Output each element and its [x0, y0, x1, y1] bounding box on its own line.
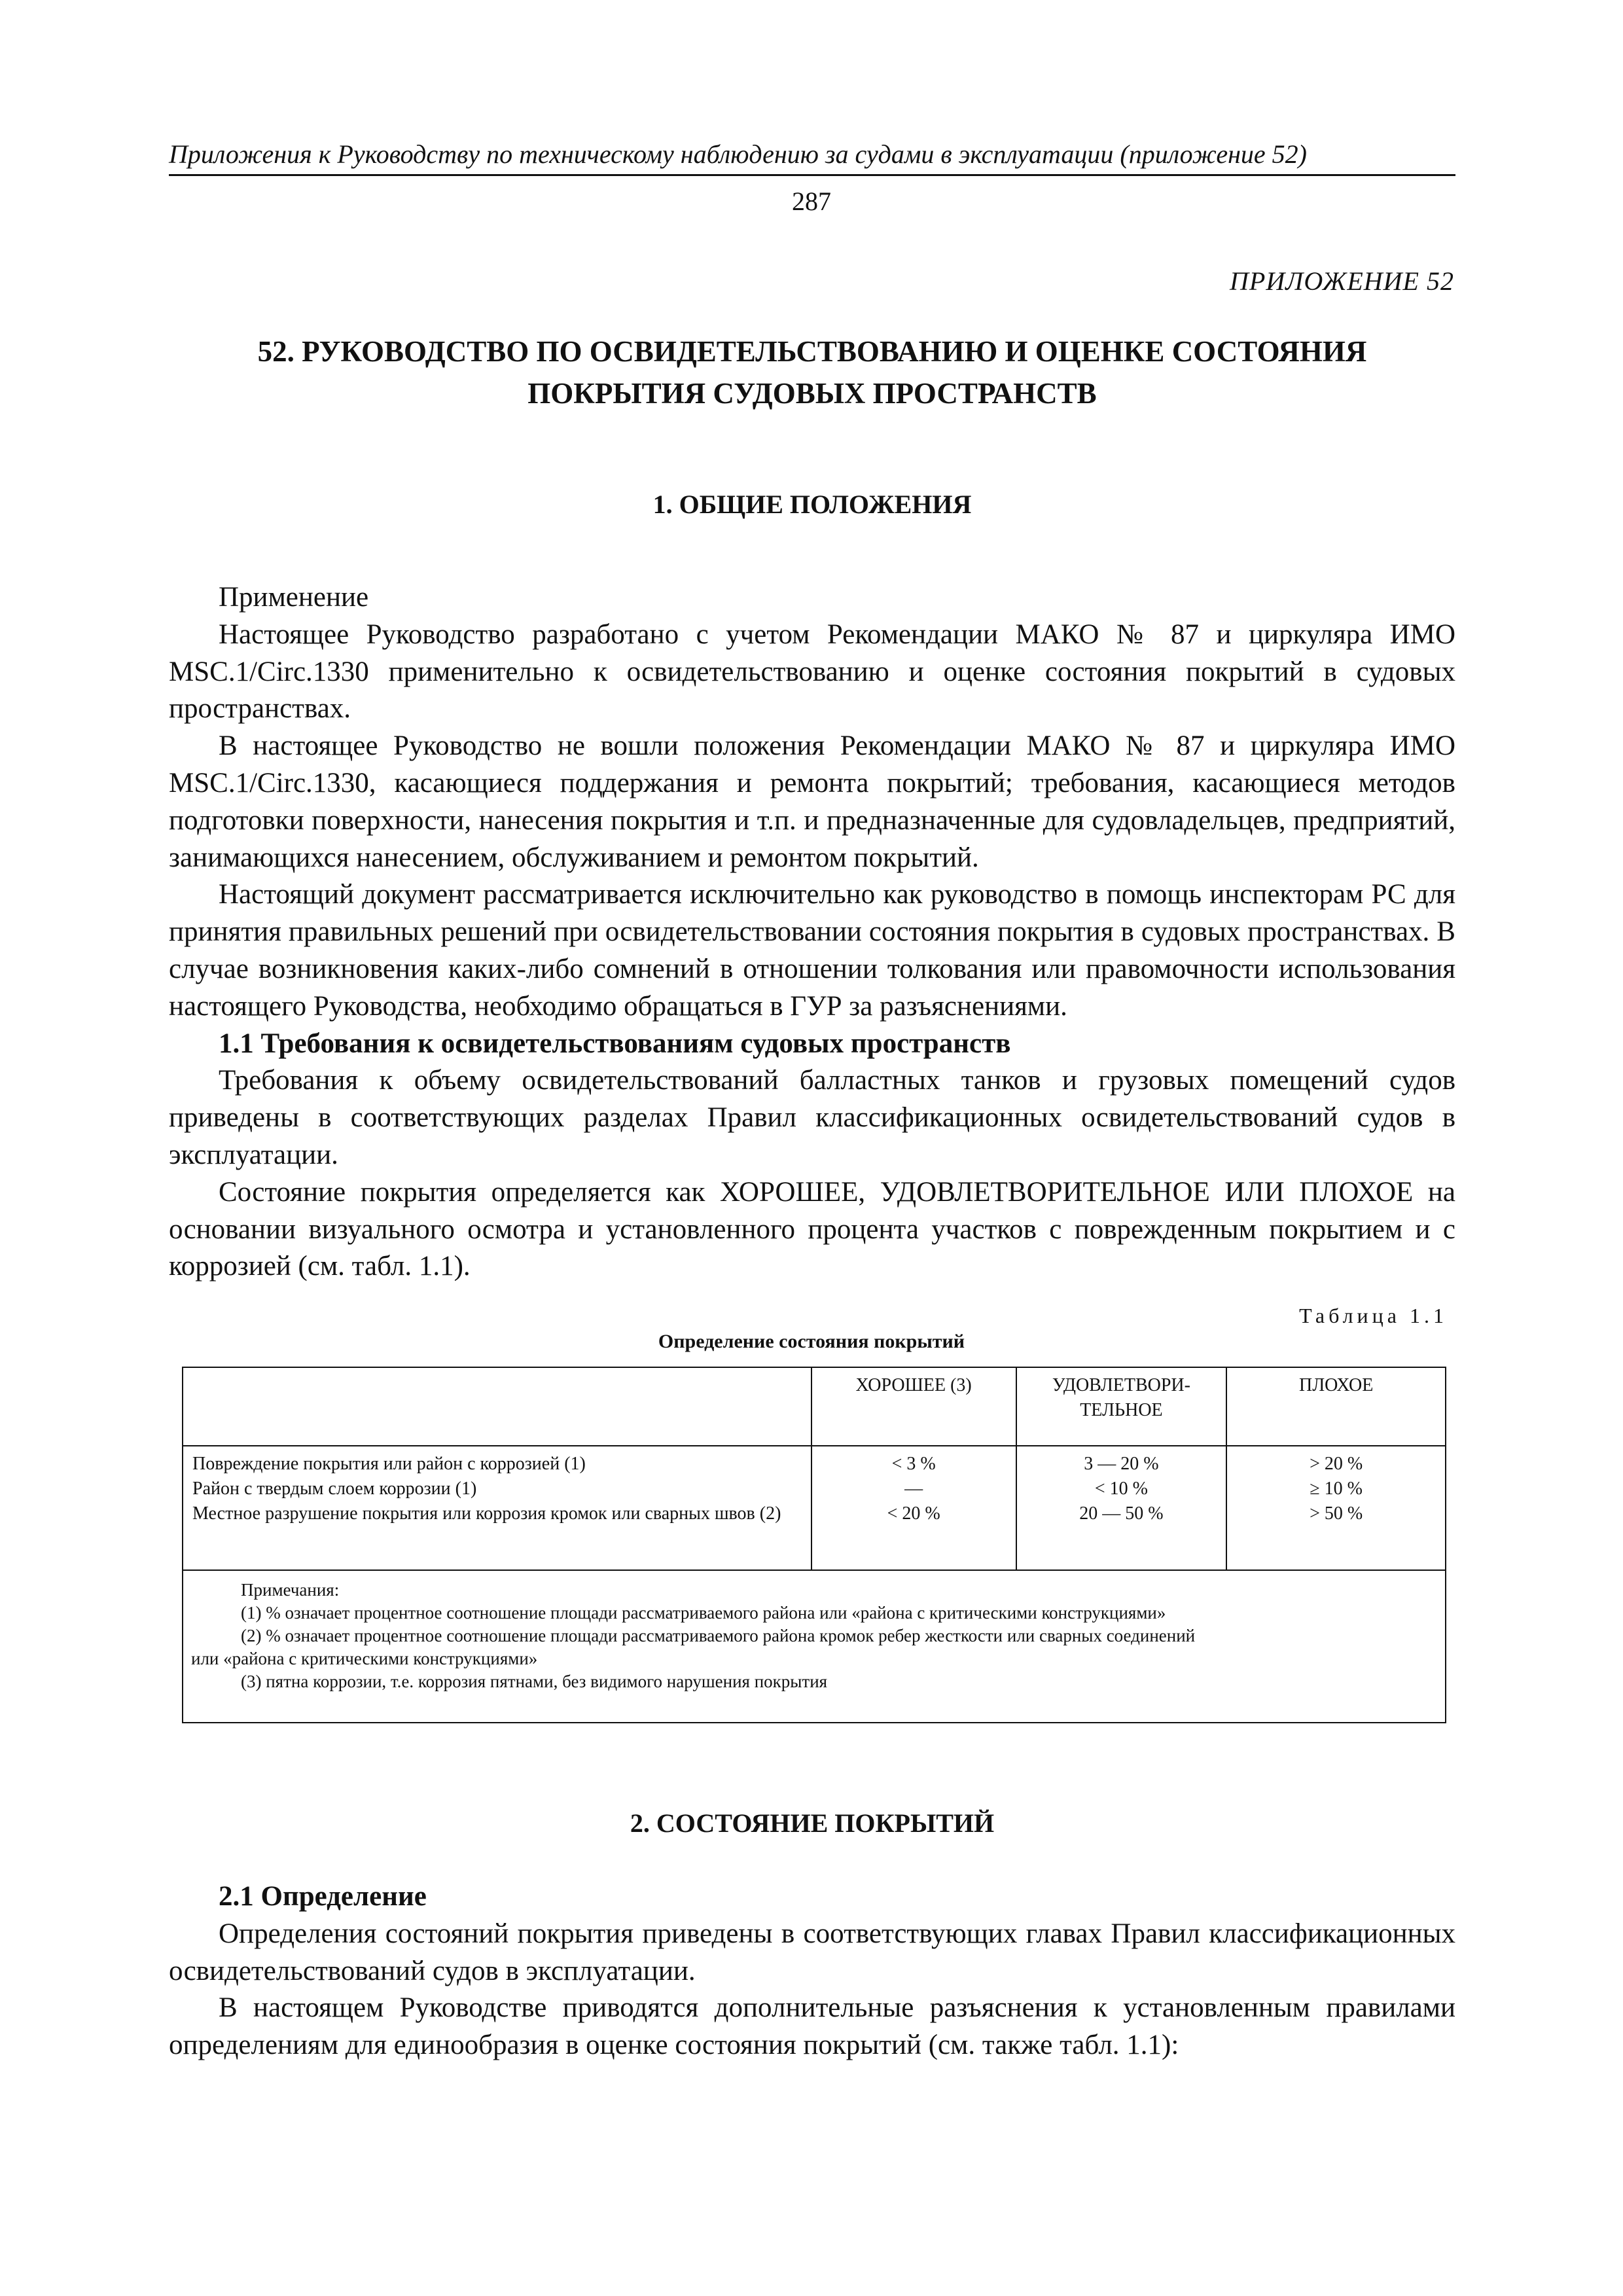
- table-value: 20 — 50 %: [1079, 1503, 1164, 1524]
- table-value: > 50 %: [1310, 1503, 1363, 1524]
- table-caption: Определение состояния покрытий: [658, 1331, 965, 1352]
- paragraph: Состояние покрытия определяется как ХОРОШЕЕ, УДОВЛЕТВОРИТЕЛЬНОЕ ИЛИ ПЛОХОЕ на основании визуального осмотра и установленного процента участков с поврежденным покрытием и с коррозией (см. табл. 1.1).: [169, 1176, 1455, 1282]
- paragraph: Настоящий документ рассматривается исключительно как руководство в помощь инспекторам РС для принятия правильных решений при освидетельствовании состояния покрытия в судовых пространствах. В случае возникновения каких-либо сомнений в отношении толкования или правомочности использования настоящего Руководства, необходимо обращаться в ГУР за разъяснениями.: [169, 879, 1455, 1022]
- table-value: < 10 %: [1094, 1479, 1148, 1499]
- table-value: < 20 %: [887, 1503, 940, 1524]
- application-heading: Применение: [219, 582, 369, 613]
- table-value: > 20 %: [1310, 1454, 1363, 1474]
- document-title-line-1: 52. РУКОВОДСТВО ПО ОСВИДЕТЕЛЬСТВОВАНИЮ И ОЦЕНКЕ СОСТОЯНИЯ: [257, 335, 1367, 368]
- appendix-label: ПРИЛОЖЕНИЕ 52: [1230, 266, 1454, 296]
- note: (2) % означает процентное соотношение площади рассматриваемого района кромок ребер жесткости или сварных соединений: [241, 1626, 1196, 1645]
- paragraph: В настоящее Руководство не вошли положения Рекомендации МАКО № 87 и циркуляра ИМО MSC.1/Circ.1330, касающиеся поддержания и ремонта покрытий; требования, касающиеся методов подготовки поверхности, нанесения покрытия и т.п. и предназначенные для судовладельцев, предприятий, занимающихся нанесением, обслуживанием и ремонтом покрытий.: [169, 730, 1455, 873]
- criterion: Повреждение покрытия или район с коррозией (1): [192, 1454, 586, 1474]
- note: (1) % означает процентное соотношение площади рассматриваемого района или «района с критическими конструкциями»: [241, 1603, 1166, 1623]
- table-row: [183, 1446, 1446, 1570]
- document-title-line-2: ПОКРЫТИЯ СУДОВЫХ ПРОСТРАНСТВ: [527, 377, 1097, 410]
- table-notes-row: [183, 1570, 1446, 1723]
- table-header-cell: [183, 1367, 812, 1446]
- document-title: [169, 331, 1455, 414]
- criterion: Район с твердым слоем коррозии (1): [192, 1479, 477, 1499]
- running-header: Приложения к Руководству по техническому наблюдению за судами в эксплуатации (приложение 52): [169, 137, 1455, 176]
- table-value: ≥ 10 %: [1310, 1479, 1363, 1499]
- coating-condition-table: [182, 1367, 1446, 1723]
- note: (3) пятна коррозии, т.е. коррозия пятнами, без видимого нарушения покрытия: [241, 1672, 828, 1691]
- section-2-heading: 2. СОСТОЯНИЕ ПОКРЫТИЙ: [630, 1808, 995, 1838]
- subsection-2-1-heading: 2.1 Определение: [219, 1881, 427, 1912]
- table-header-cell: УДОВЛЕТВОРИ- ТЕЛЬНОЕ: [1016, 1367, 1227, 1446]
- section-2-text: [169, 1878, 1455, 2064]
- section-1-heading: 1. ОБЩИЕ ПОЛОЖЕНИЯ: [652, 490, 972, 519]
- paragraph: Требования к объему освидетельствований балластных танков и грузовых помещений судов приведены в соответствующих разделах Правил классификационных освидетельствований судов в эксплуатации.: [169, 1065, 1455, 1170]
- table-number: Таблица 1.1: [1299, 1304, 1448, 1327]
- table-value: < 3 %: [891, 1454, 936, 1474]
- table-value: —: [904, 1479, 923, 1499]
- section-1-text: [169, 579, 1455, 1285]
- table-value: 3 — 20 %: [1084, 1454, 1159, 1474]
- page-number: 287: [792, 187, 831, 216]
- table-header-cell: ПЛОХОЕ: [1226, 1367, 1446, 1446]
- notes-title: Примечания:: [241, 1580, 340, 1600]
- criterion: Местное разрушение покрытия или коррозия кромок или сварных швов (2): [192, 1503, 781, 1524]
- table-header-row: [183, 1367, 1446, 1446]
- poor-values-cell: [1226, 1446, 1446, 1570]
- table-header-cell: ХОРОШЕЕ (3): [812, 1367, 1016, 1446]
- fair-values-cell: [1016, 1446, 1227, 1570]
- good-values-cell: [812, 1446, 1016, 1570]
- table-notes: [183, 1570, 1446, 1723]
- note-continuation: или «района с критическими конструкциями»: [191, 1649, 538, 1668]
- paragraph: В настоящем Руководстве приводятся дополнительные разъяснения к установленным правилами определениям для единообразия в оценке состояния покрытий (см. также табл. 1.1):: [169, 1992, 1455, 2061]
- paragraph: Настоящее Руководство разработано с учетом Рекомендации МАКО № 87 и циркуляра ИМО MSC.1/Circ.1330 применительно к освидетельствованию и оценке состояния покрытий в судовых пространствах.: [169, 619, 1455, 725]
- subsection-1-1-heading: 1.1 Требования к освидетельствованиям судовых пространств: [219, 1028, 1011, 1059]
- paragraph: Определения состояний покрытия приведены в соответствующих главах Правил классификационных освидетельствований судов в эксплуатации.: [169, 1918, 1455, 1986]
- criteria-cell: [183, 1446, 812, 1570]
